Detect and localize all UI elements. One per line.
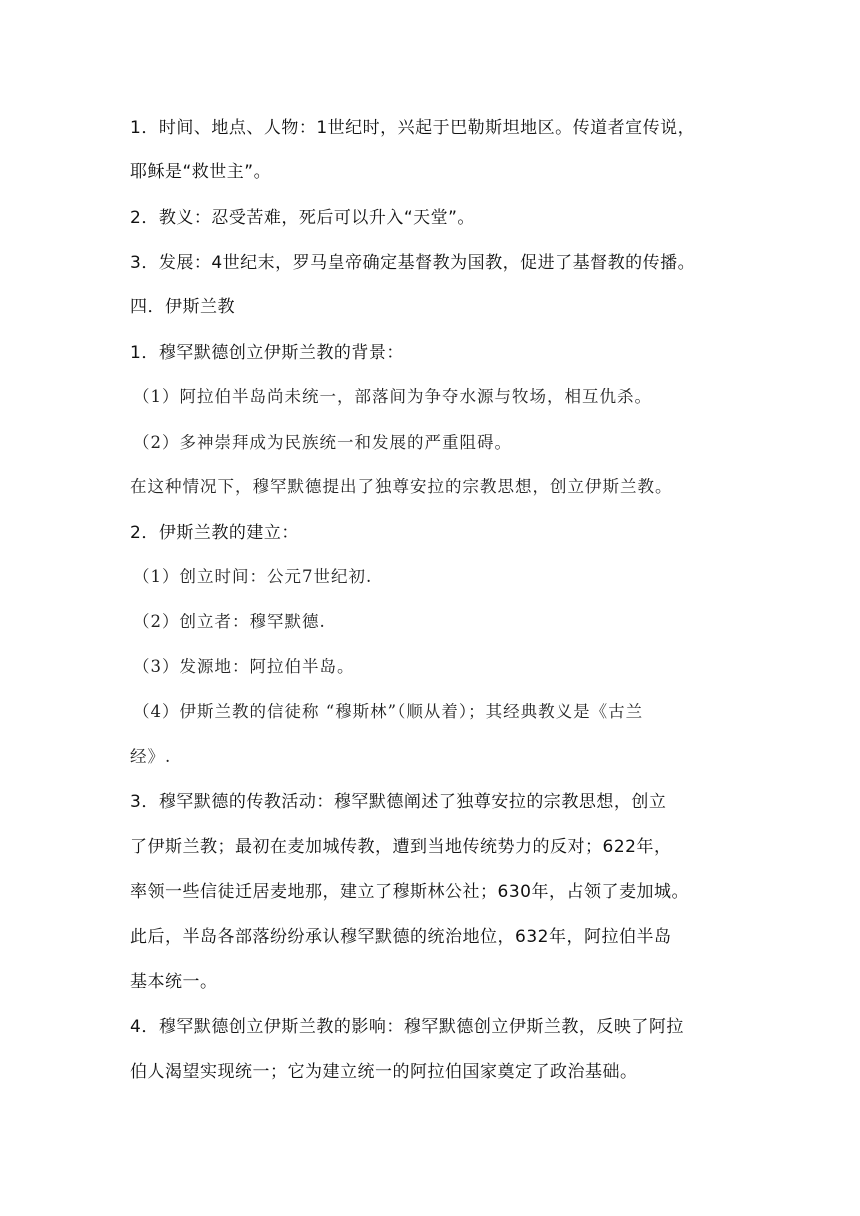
islam-founding-time: （1）创立时间：公元7世纪初. (133, 567, 373, 586)
section-heading-islam: 四．伊斯兰教 (130, 297, 235, 317)
islam-impact-line-2: 伯人渴望实现统一；它为建立统一的阿拉伯国家奠定了政治基础。 (130, 1062, 638, 1082)
muhammad-preaching-line-3: 率领一些信徒迁居麦地那，建立了穆斯林公社；630年，占领了麦加城。 (130, 882, 689, 902)
islam-impact-line-1: 4．穆罕默德创立伊斯兰教的影响：穆罕默德创立伊斯兰教，反映了阿拉 (130, 1017, 684, 1037)
islam-origin-place: （3）发源地：阿拉伯半岛。 (133, 657, 355, 676)
islam-founding-heading: 2．伊斯兰教的建立： (130, 523, 299, 543)
muhammad-preaching-line-1: 3．穆罕默德的传教活动：穆罕默德阐述了独尊安拉的宗教思想，创立 (130, 792, 667, 812)
christianity-time-place-people-line-2: 耶稣是“救世主”。 (130, 162, 272, 182)
muhammad-preaching-line-4: 此后，半岛各部落纷纷承认穆罕默德的统治地位，632年，阿拉伯半岛 (130, 927, 672, 947)
islam-background-point-2: （2）多神崇拜成为民族统一和发展的严重阻碍。 (133, 433, 512, 452)
muhammad-preaching-line-2: 了伊斯兰教；最初在麦加城传教，遭到当地传统势力的反对；622年， (130, 837, 672, 857)
christianity-time-place-people-line-1: 1．时间、地点、人物：1世纪时，兴起于巴勒斯坦地区。传道者宣传说， (130, 118, 696, 138)
christianity-development-line: 3．发展：4世纪末，罗马皇帝确定基督教为国教，促进了基督教的传播。 (130, 253, 696, 273)
islam-followers-scripture-line-2: 经》. (130, 747, 172, 766)
christianity-doctrine-line: 2．教义：忍受苦难，死后可以升入“天堂”。 (130, 208, 475, 228)
islam-background-point-1: （1）阿拉伯半岛尚未统一，部落间为争夺水源与牧场，相互仇杀。 (133, 387, 652, 406)
islam-followers-scripture-line-1: （4）伊斯兰教的信徒称 “穆斯林”（顺从着）；其经典教义是《古兰 (133, 702, 644, 721)
islam-background-heading: 1．穆罕默德创立伊斯兰教的背景： (130, 343, 404, 363)
islam-background-conclusion: 在这种情况下，穆罕默德提出了独尊安拉的宗教思想，创立伊斯兰教。 (130, 477, 673, 496)
muhammad-preaching-line-5: 基本统一。 (130, 972, 218, 992)
islam-founder: （2）创立者：穆罕默德. (133, 612, 326, 631)
